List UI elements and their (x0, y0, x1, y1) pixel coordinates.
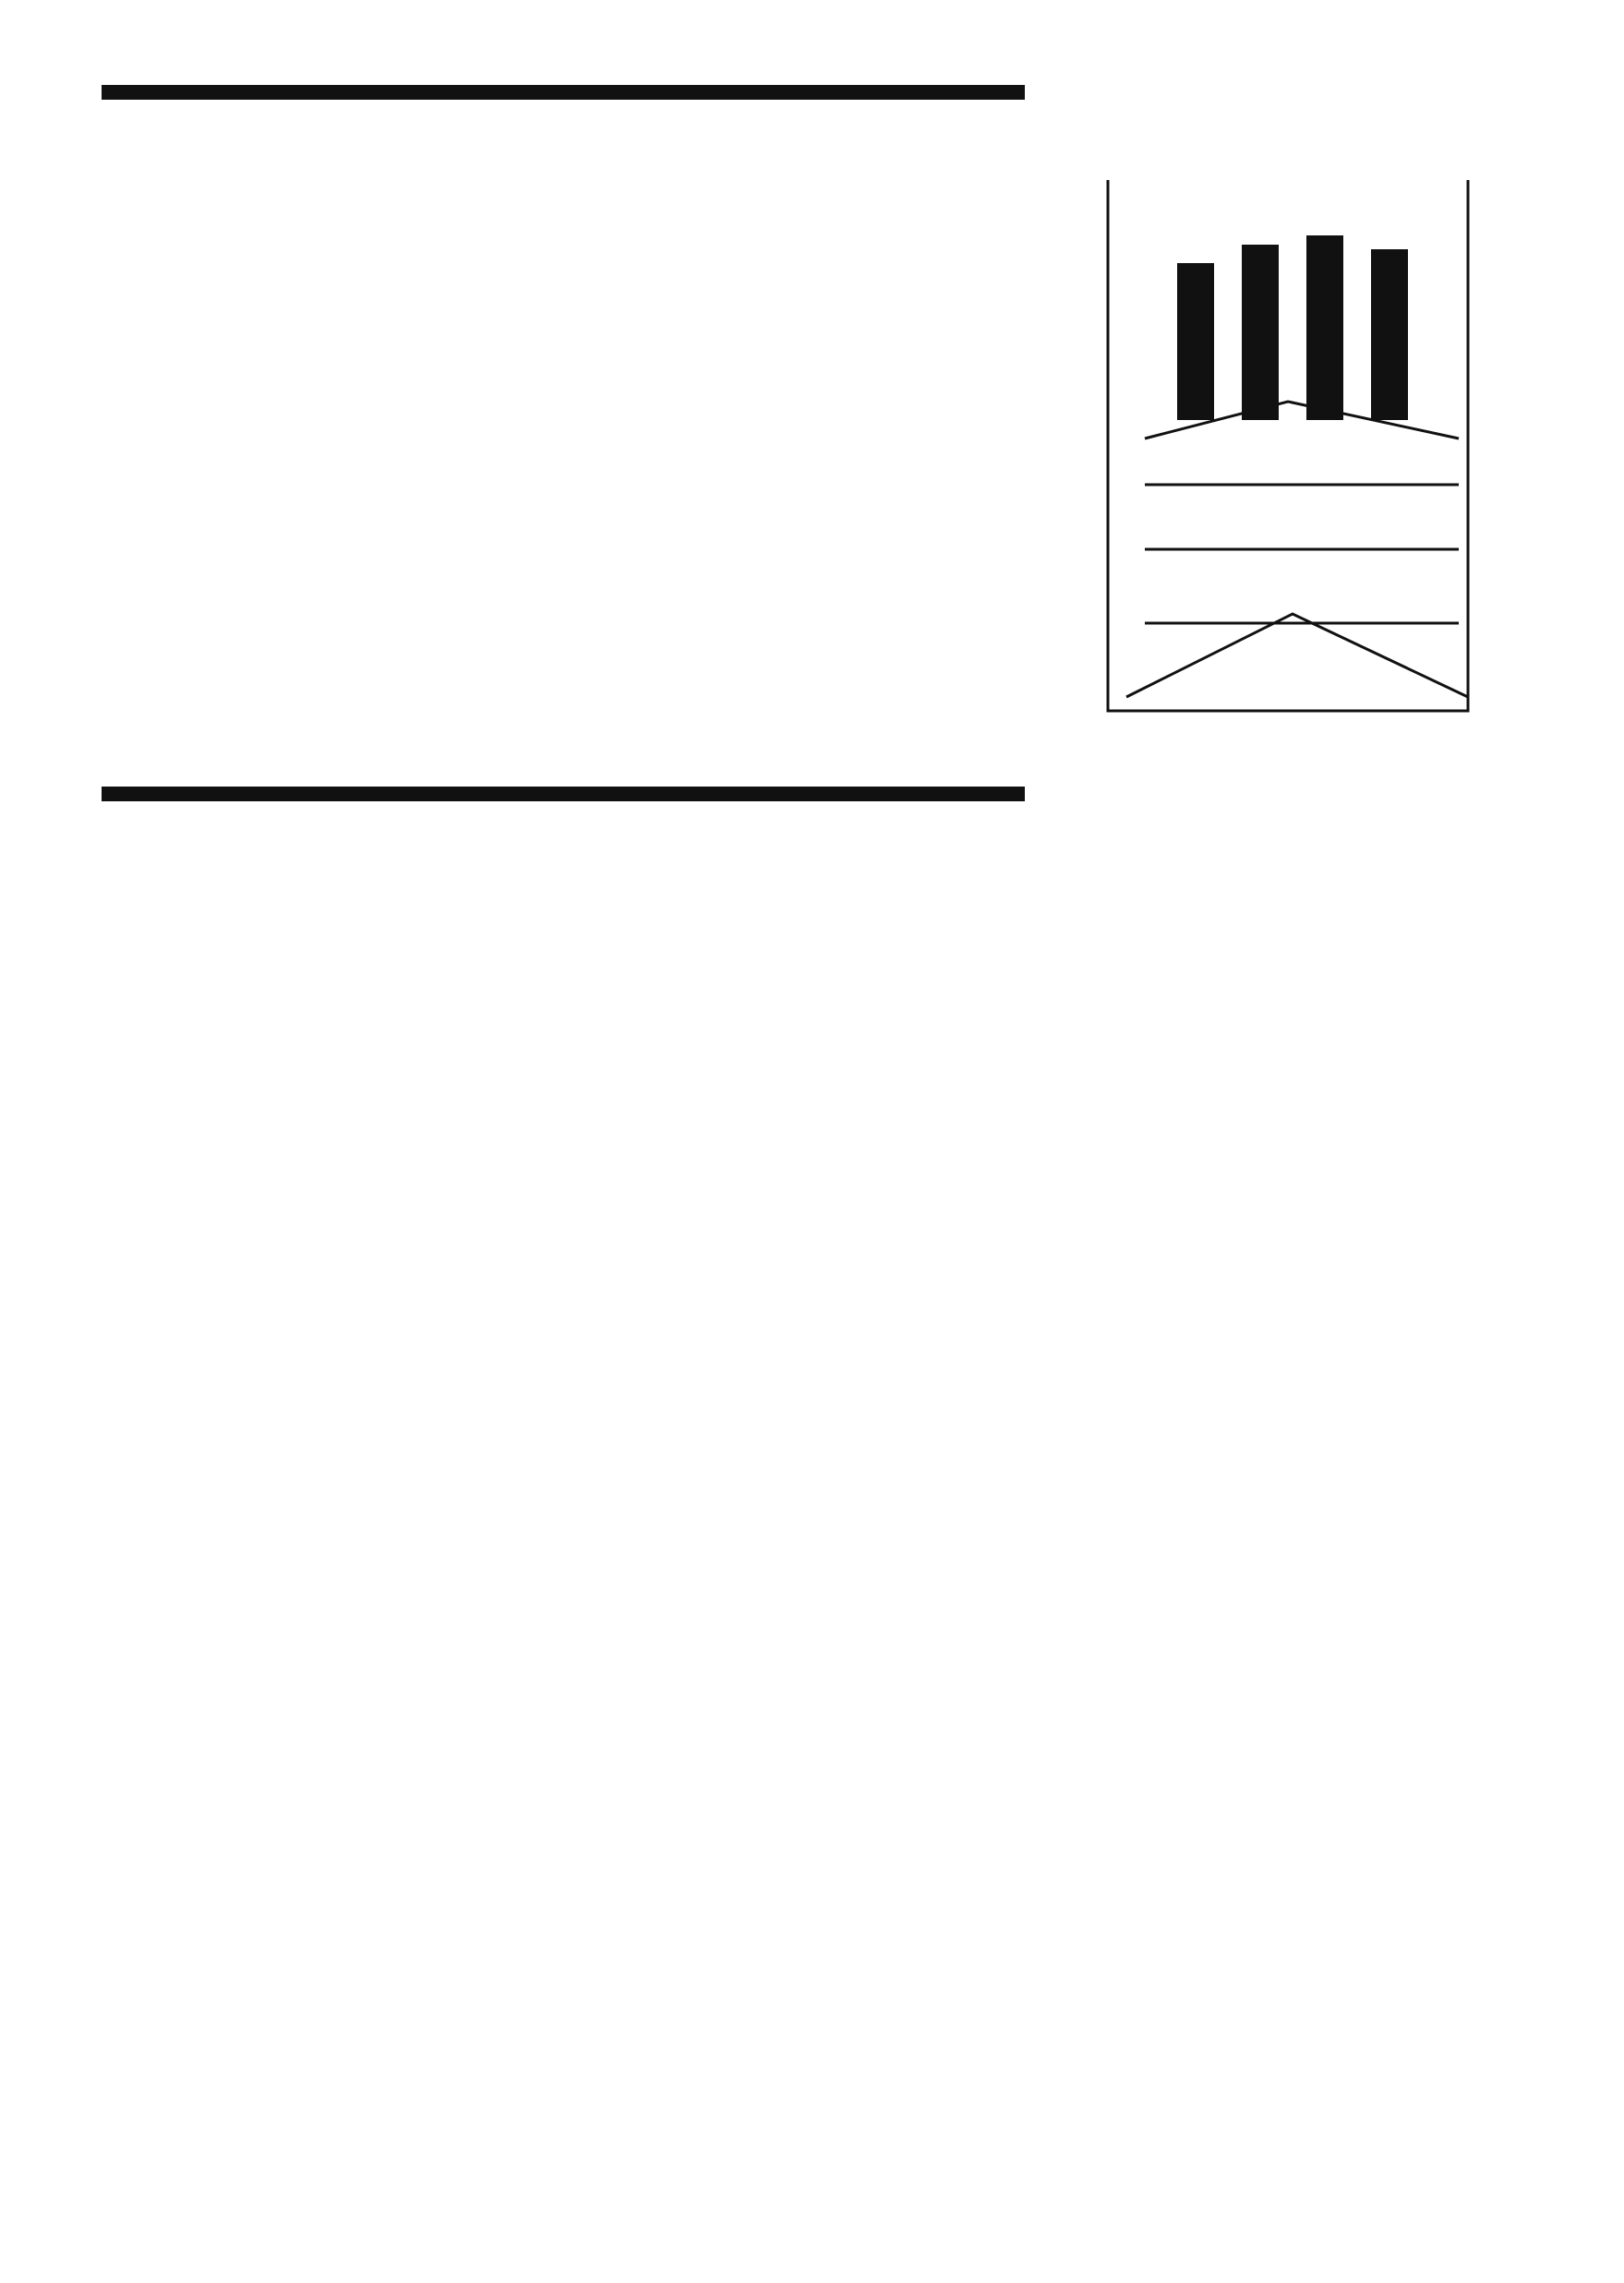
author-byline (111, 646, 535, 702)
title-block (285, 240, 1024, 266)
factory-illustration (1089, 180, 1486, 720)
middle-ornament-border (102, 757, 1025, 831)
top-ornament-border (102, 55, 1025, 129)
